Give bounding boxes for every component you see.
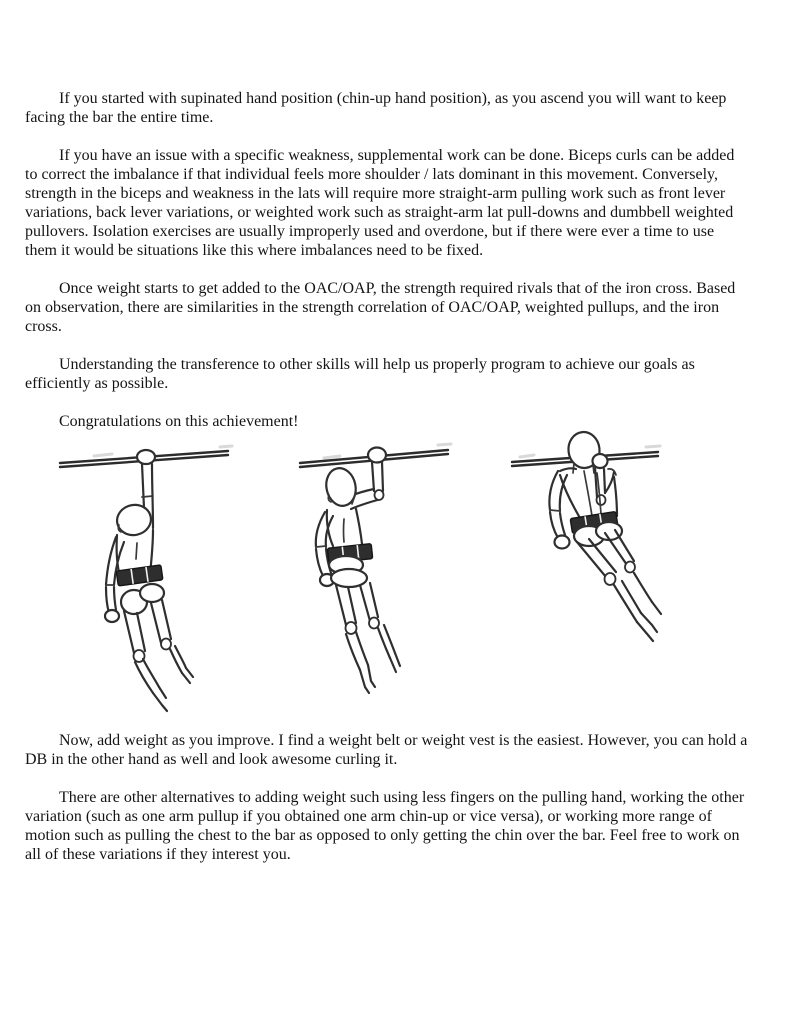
text-block-top [25,89,750,450]
paragraph-add-weight: Now, add weight as you improve. I find a weight belt or weight vest is the easiest. However, you can hold a DB in the other hand as well and look awesome curling it. [25,732,748,768]
grip-hand [137,450,155,464]
paragraph-transference: Understanding the transference to other skills will help us properly program to achieve our goals as efficiently as possible. [25,356,695,392]
athlete-head [323,465,359,508]
elbow-joint [375,490,384,500]
pullup-sequence-figure [24,425,776,725]
knee-joint [625,562,635,573]
text-block-bottom [25,731,750,883]
paragraph-congratulations: Congratulations on this achievement! [59,413,299,430]
paragraph-weighted-oac-oap: Once weight starts to get added to the OAC/OAP, the strength required rivals that of the iron cross. Based on observation, there are similarities in the strength correlation of OAC/OAP, weighted pullups, and the iron cross. [25,280,736,335]
grip-hand [593,454,608,468]
paragraph-alternatives: There are other alternatives to adding weight such using less fingers on the pulling hand, working the other variation (such as one arm pullup if you obtained one arm chin-up or vice versa), or working more range of motion such as pulling the chest to the bar as opposed to only getting the chin over the bar. Feel free to work on all of these variations if they interest you. [25,789,745,863]
athlete-sketch [316,448,400,694]
free-hand-fist [105,610,119,622]
athlete-sketch [105,450,193,711]
figure-dead-hang [60,446,232,711]
paragraph-supplemental-work: If you have an issue with a specific weakness, supplemental work can be done. Biceps curls can be added to correct the imbalance if that individual feels more shoulder / lats dominant in this movement. Conversely, strength in the biceps and weakness in the lats will require more straight-arm pulling work such as front lever variations, back lever variations, or weighted work such as straight-arm lat pull-downs and dumbbell weighted pullovers. Isolation exercises are usually improperly used and overdone, but if there were ever a time to use them it would be situations like this where imbalances need to be fixed. [25,147,735,259]
knee-joint [161,639,171,650]
figure-top-position [512,430,661,641]
athlete-head [114,502,153,538]
grip-hand [368,448,386,463]
knee-joint [605,573,616,585]
knee-joint [369,618,379,629]
pullup-sequence-illustration [24,425,776,725]
paragraph-supinated-grip: If you started with supinated hand position (chin-up hand position), as you ascend you will want to keep facing the bar the entire time. [25,90,727,126]
weight-belt [116,565,163,586]
figure-mid-pull [300,444,451,693]
knee-joint [346,622,357,634]
free-hand-fist [555,536,570,549]
